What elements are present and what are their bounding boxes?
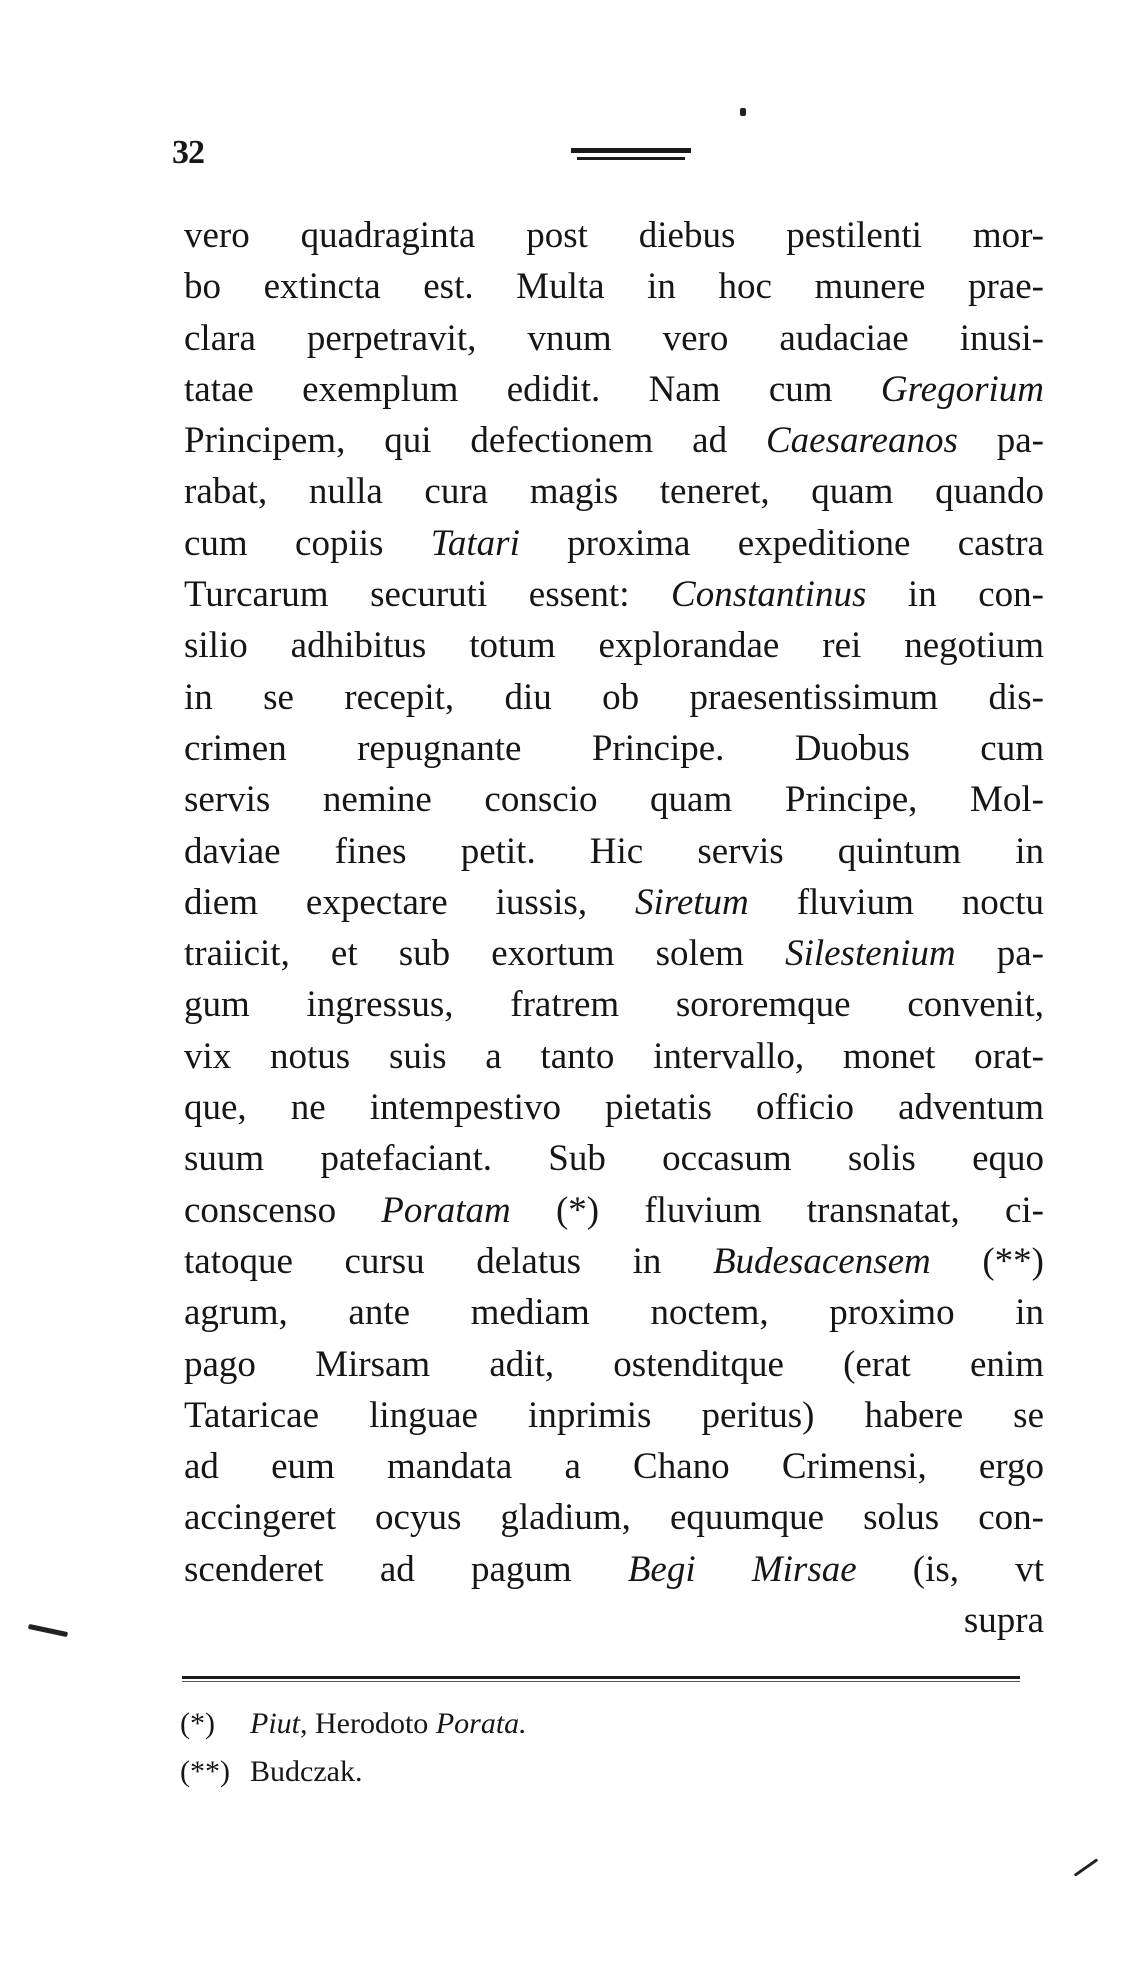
text-line: tatoque cursu delatus in Budesacensem (**) xyxy=(184,1240,1044,1282)
footnote xyxy=(180,1700,527,1748)
text-line: supra xyxy=(963,1600,1044,1642)
text-line: crimen repugnante Principe. Duobus cum xyxy=(184,727,1044,769)
ink-speck xyxy=(1074,1858,1099,1877)
text-line: Tataricae linguae inprimis peritus) habere se xyxy=(184,1394,1044,1436)
footnote-rule-thin xyxy=(182,1681,1020,1682)
text-line: vix notus suis a tanto intervallo, monet orat- xyxy=(184,1035,1044,1077)
text-line: ad eum mandata a Chano Crimensi, ergo xyxy=(184,1446,1044,1488)
text-line: servis nemine conscio quam Principe, Mol- xyxy=(184,779,1044,821)
footnote xyxy=(180,1748,527,1796)
text-line: traiicit, et sub exortum solem Silestenium pa- xyxy=(184,933,1044,975)
footnote-rule xyxy=(182,1676,1020,1679)
footnotes xyxy=(180,1700,527,1796)
text-line: silio adhibitus totum explorandae rei negotium xyxy=(184,625,1044,667)
header-rule-thick xyxy=(571,148,691,153)
text-line: rabat, nulla cura magis teneret, quam quando xyxy=(184,471,1044,513)
text-line: gum ingressus, fratrem sororemque convenit, xyxy=(184,984,1044,1026)
text-line: pago Mirsam adit, ostenditque (erat enim xyxy=(184,1343,1044,1385)
text-line: agrum, ante mediam noctem, proximo in xyxy=(184,1292,1044,1334)
text-line: clara perpetravit, vnum vero audaciae inusi- xyxy=(184,317,1044,359)
footnote-mark: (*) xyxy=(180,1707,215,1740)
text-line: accingeret ocyus gladium, equumque solus con- xyxy=(184,1497,1044,1539)
ink-speck xyxy=(28,1624,68,1637)
text-line: tatae exemplum edidit. Nam cum Gregorium xyxy=(184,368,1044,410)
header-rule-thin xyxy=(577,157,685,160)
header-ornament-rule xyxy=(571,148,691,164)
footnote-text: Budczak. xyxy=(250,1755,363,1788)
text-line: diem expectare iussis, Siretum fluvium noctu xyxy=(184,881,1044,923)
text-line: Turcarum securuti essent: Constantinus in con- xyxy=(184,574,1044,616)
text-line: suum patefaciant. Sub occasum solis equo xyxy=(184,1138,1044,1180)
footnote-mark: (**) xyxy=(180,1755,230,1788)
text-line: bo extincta est. Multa in hoc munere prae- xyxy=(184,266,1044,308)
ink-speck xyxy=(740,108,746,116)
text-line: vero quadraginta post diebus pestilenti mor- xyxy=(184,215,1044,256)
body-text xyxy=(184,210,1044,1646)
footnote-text: Piut, Herodoto Porata. xyxy=(250,1707,527,1740)
text-line: Principem, qui defectionem ad Caesareanos pa- xyxy=(184,420,1045,462)
text-line: scenderet ad pagum Begi Mirsae (is, vt xyxy=(184,1548,1045,1590)
text-line: cum copiis Tatari proxima expeditione castra xyxy=(184,522,1044,564)
text-line: conscenso Poratam (*) fluvium transnatat, ci- xyxy=(184,1189,1044,1231)
page-number: 32 xyxy=(172,134,204,171)
text-line: daviae fines petit. Hic servis quintum in xyxy=(184,830,1044,872)
text-line: que, ne intempestivo pietatis officio adventum xyxy=(184,1087,1044,1129)
text-line: in se recepit, diu ob praesentissimum dis- xyxy=(184,676,1044,718)
